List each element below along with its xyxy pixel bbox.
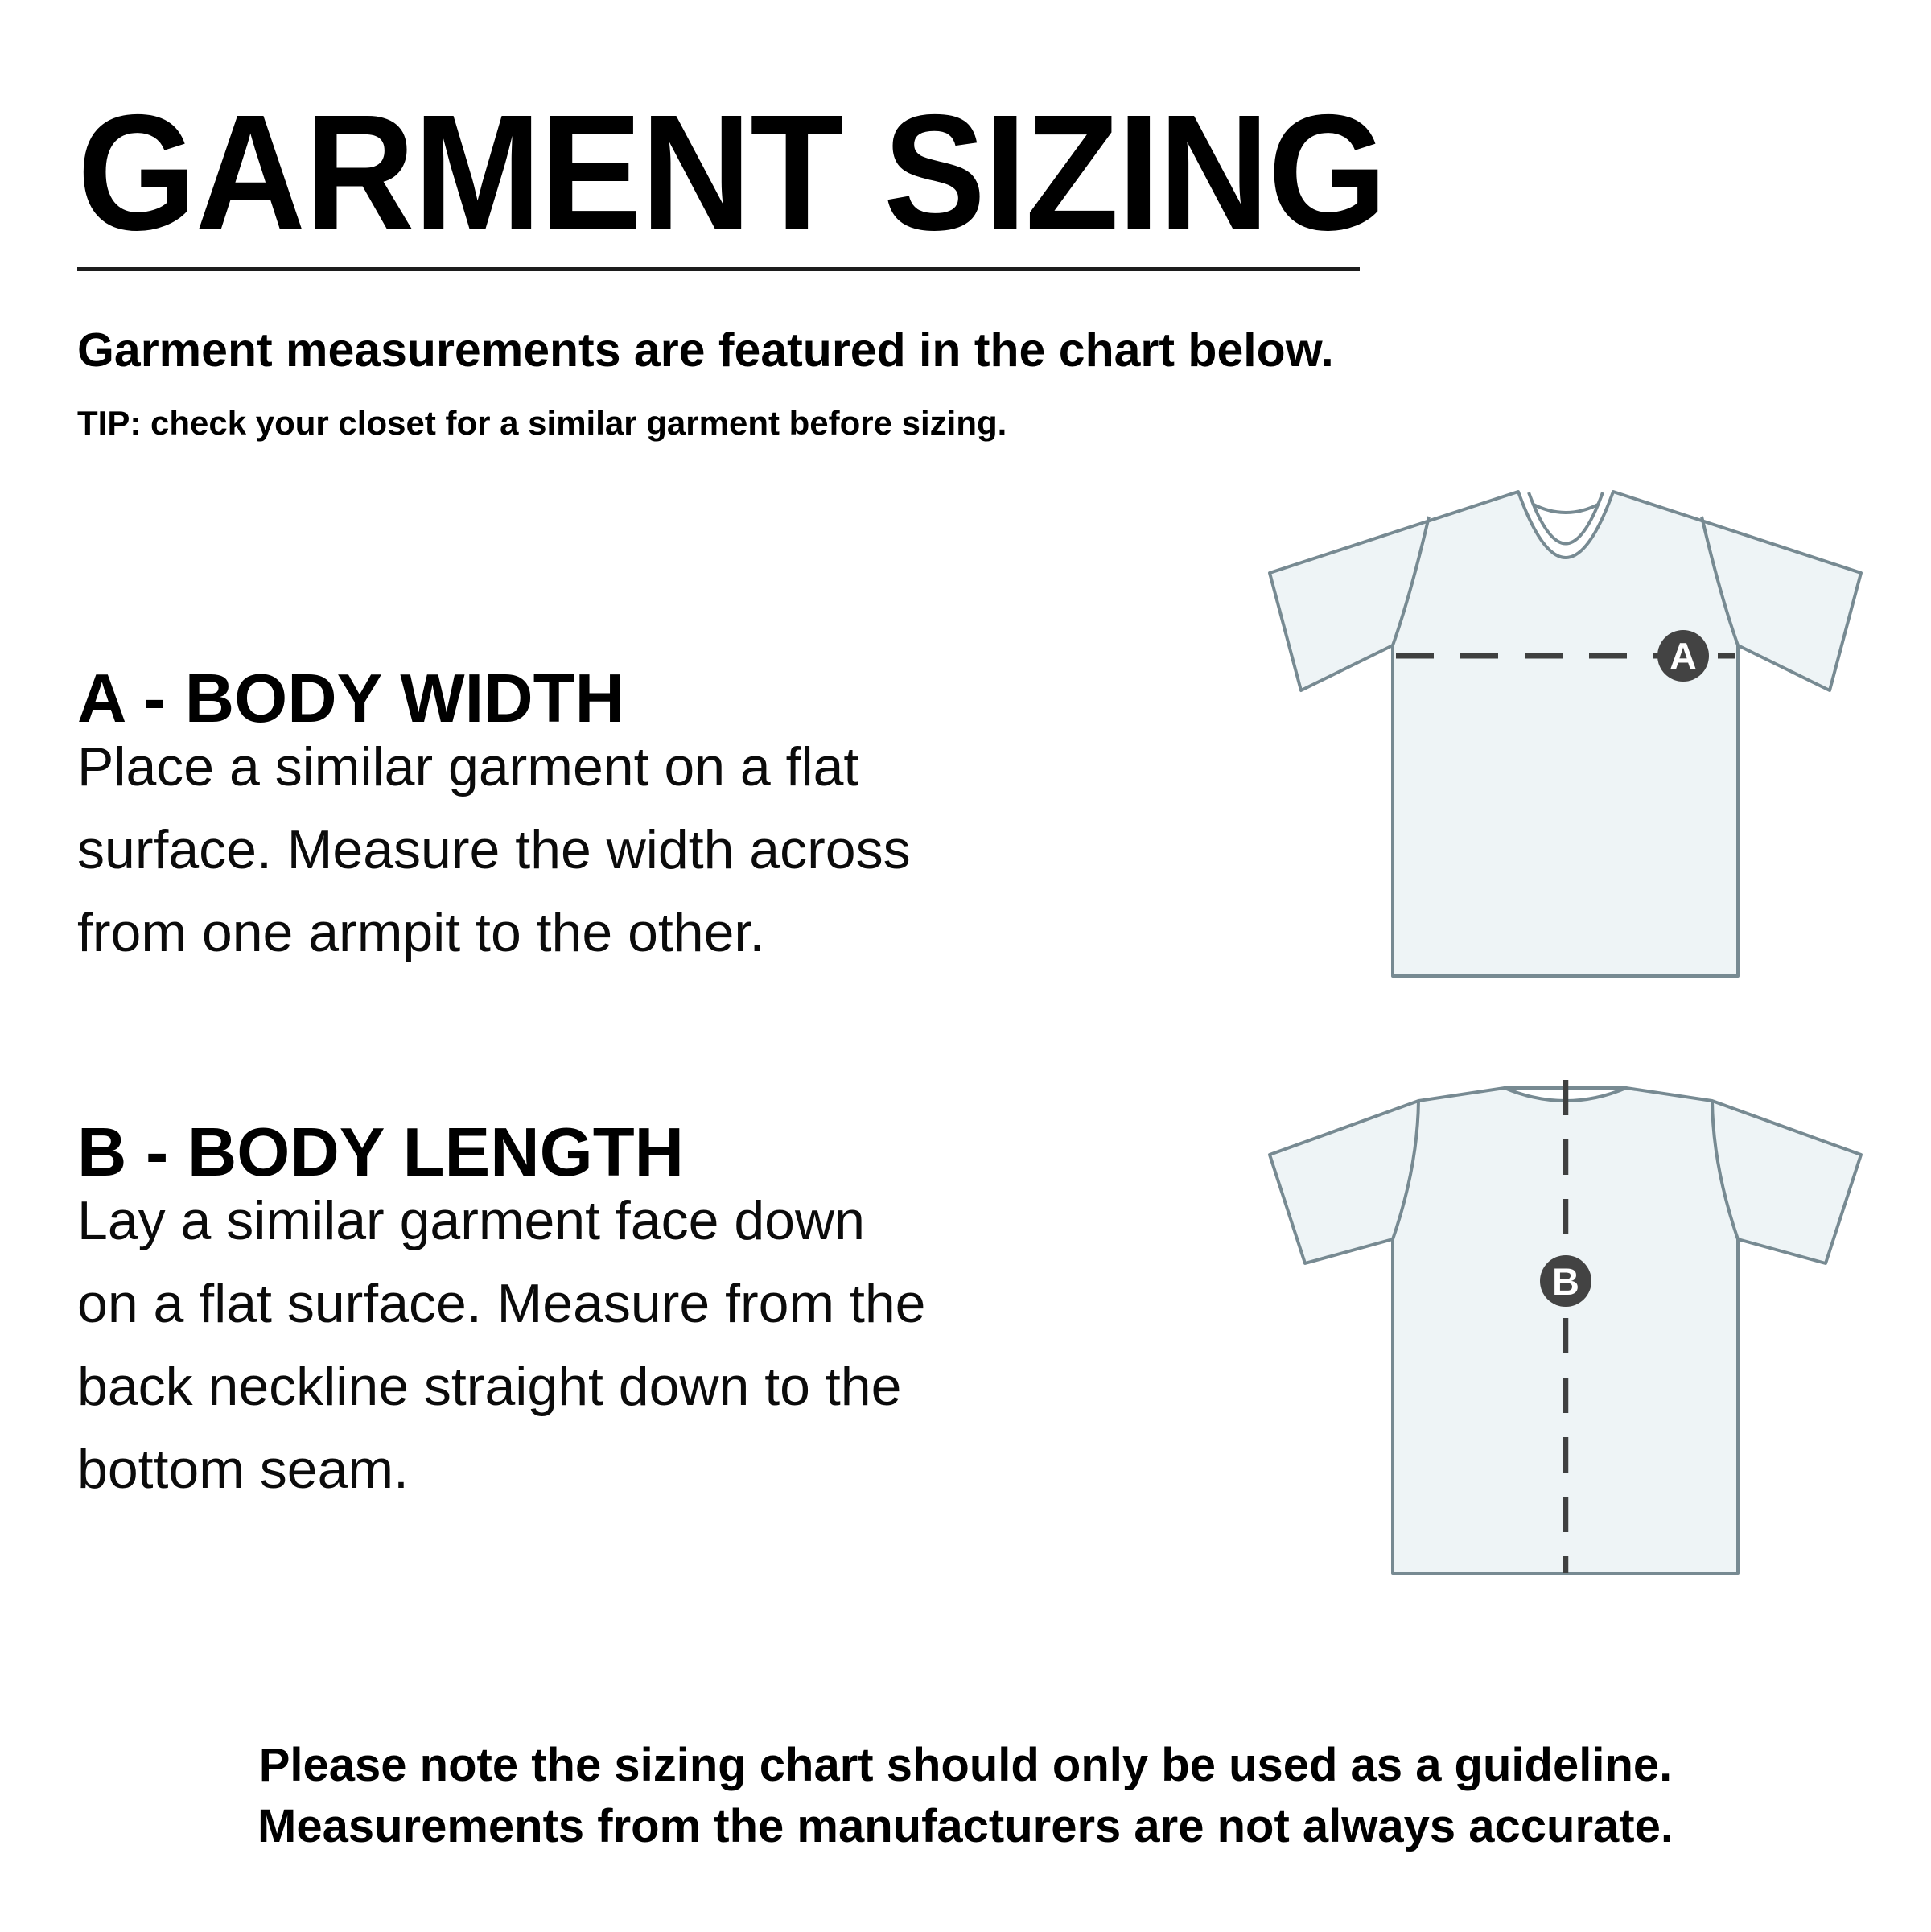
tshirt-front-outline xyxy=(1270,492,1861,976)
footer-note xyxy=(0,1735,1931,1857)
section-a-heading: A - BODY WIDTH xyxy=(77,661,624,737)
page-title: GARMENT SIZING xyxy=(77,80,1386,265)
tshirt-back-illustration xyxy=(1251,1062,1887,1593)
section-a-line-3: from one armpit to the other. xyxy=(77,902,765,963)
footer-line-1: Please note the sizing chart should only be used as a guideline. xyxy=(258,1739,1673,1791)
section-a-line-1: Place a similar garment on a flat xyxy=(77,736,859,797)
section-a-description xyxy=(77,726,911,974)
section-b-line-2: on a flat surface. Measure from the xyxy=(77,1273,926,1334)
section-b-line-3: back neckline straight down to the xyxy=(77,1356,902,1417)
marker-b-label: B xyxy=(1552,1260,1579,1303)
section-b-line-1: Lay a similar garment face down xyxy=(77,1190,865,1251)
section-b-line-4: bottom seam. xyxy=(77,1439,409,1500)
section-b-heading: B - BODY LENGTH xyxy=(77,1114,685,1191)
section-b-description xyxy=(77,1180,926,1511)
title-underline-rule xyxy=(77,267,1360,271)
footer-line-2: Measurements from the manufacturers are not always accurate. xyxy=(257,1800,1674,1852)
tip-text: TIP: check your closet for a similar garment before sizing. xyxy=(77,404,1007,442)
section-a-line-2: surface. Measure the width across xyxy=(77,819,911,880)
back-neckline-curve xyxy=(1532,504,1600,513)
marker-a-label: A xyxy=(1670,635,1697,678)
page-subtitle: Garment measurements are featured in the chart below. xyxy=(77,323,1334,377)
tshirt-front-illustration xyxy=(1251,475,1887,1006)
